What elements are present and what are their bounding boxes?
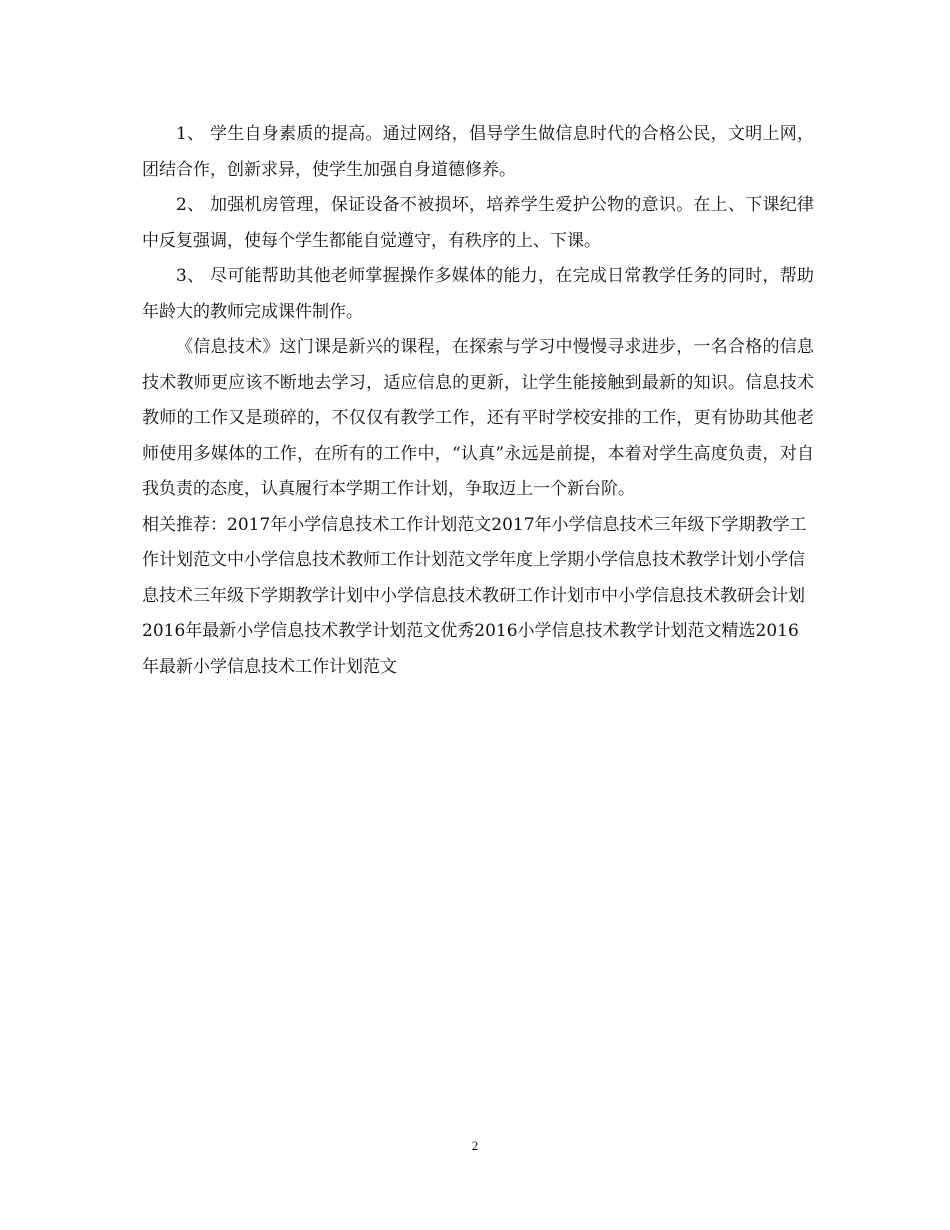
document-body bbox=[142, 117, 814, 685]
paragraph-item-1: 1、 学生自身素质的提高。通过网络，倡导学生做信息时代的合格公民，文明上网，团结合作，创新求异，使学生加强自身道德修养。 bbox=[142, 124, 814, 180]
page-number: 2 bbox=[471, 1138, 479, 1153]
paragraph-item-3: 3、 尽可能帮助其他老师掌握操作多媒体的能力，在完成日常教学任务的同时，帮助年龄大的教师完成课件制作。 bbox=[142, 266, 814, 322]
related-recommendations: 相关推荐：2017年小学信息技术工作计划范文2017年小学信息技术三年级下学期教学工作计划范文中小学信息技术教师工作计划范文学年度上学期小学信息技术教学计划小学信息技术三年级下学期教学计划中小学信息技术教研工作计划市中小学信息技术教研会计划2016年最新小学信息技术教学计划范文优秀2016小学信息技术教学计划范文精选2016年最新小学信息技术工作计划范文 bbox=[142, 514, 807, 677]
paragraph-conclusion: 《信息技术》这门课是新兴的课程，在探索与学习中慢慢寻求进步，一名合格的信息技术教师更应该不断地去学习，适应信息的更新，让学生能接触到最新的知识。信息技术教师的工作又是琐碎的，不仅仅有教学工作，还有平时学校安排的工作，更有协助其他老师使用多媒体的工作，在所有的工作中，“认真”永远是前提，本着对学生高度负责，对自我负责的态度，认真履行本学期工作计划，争取迈上一个新台阶。 bbox=[142, 337, 814, 499]
paragraph-item-2: 2、 加强机房管理，保证设备不被损坏，培养学生爱护公物的意识。在上、下课纪律中反复强调，使每个学生都能自觉遵守，有秩序的上、下课。 bbox=[142, 195, 814, 251]
